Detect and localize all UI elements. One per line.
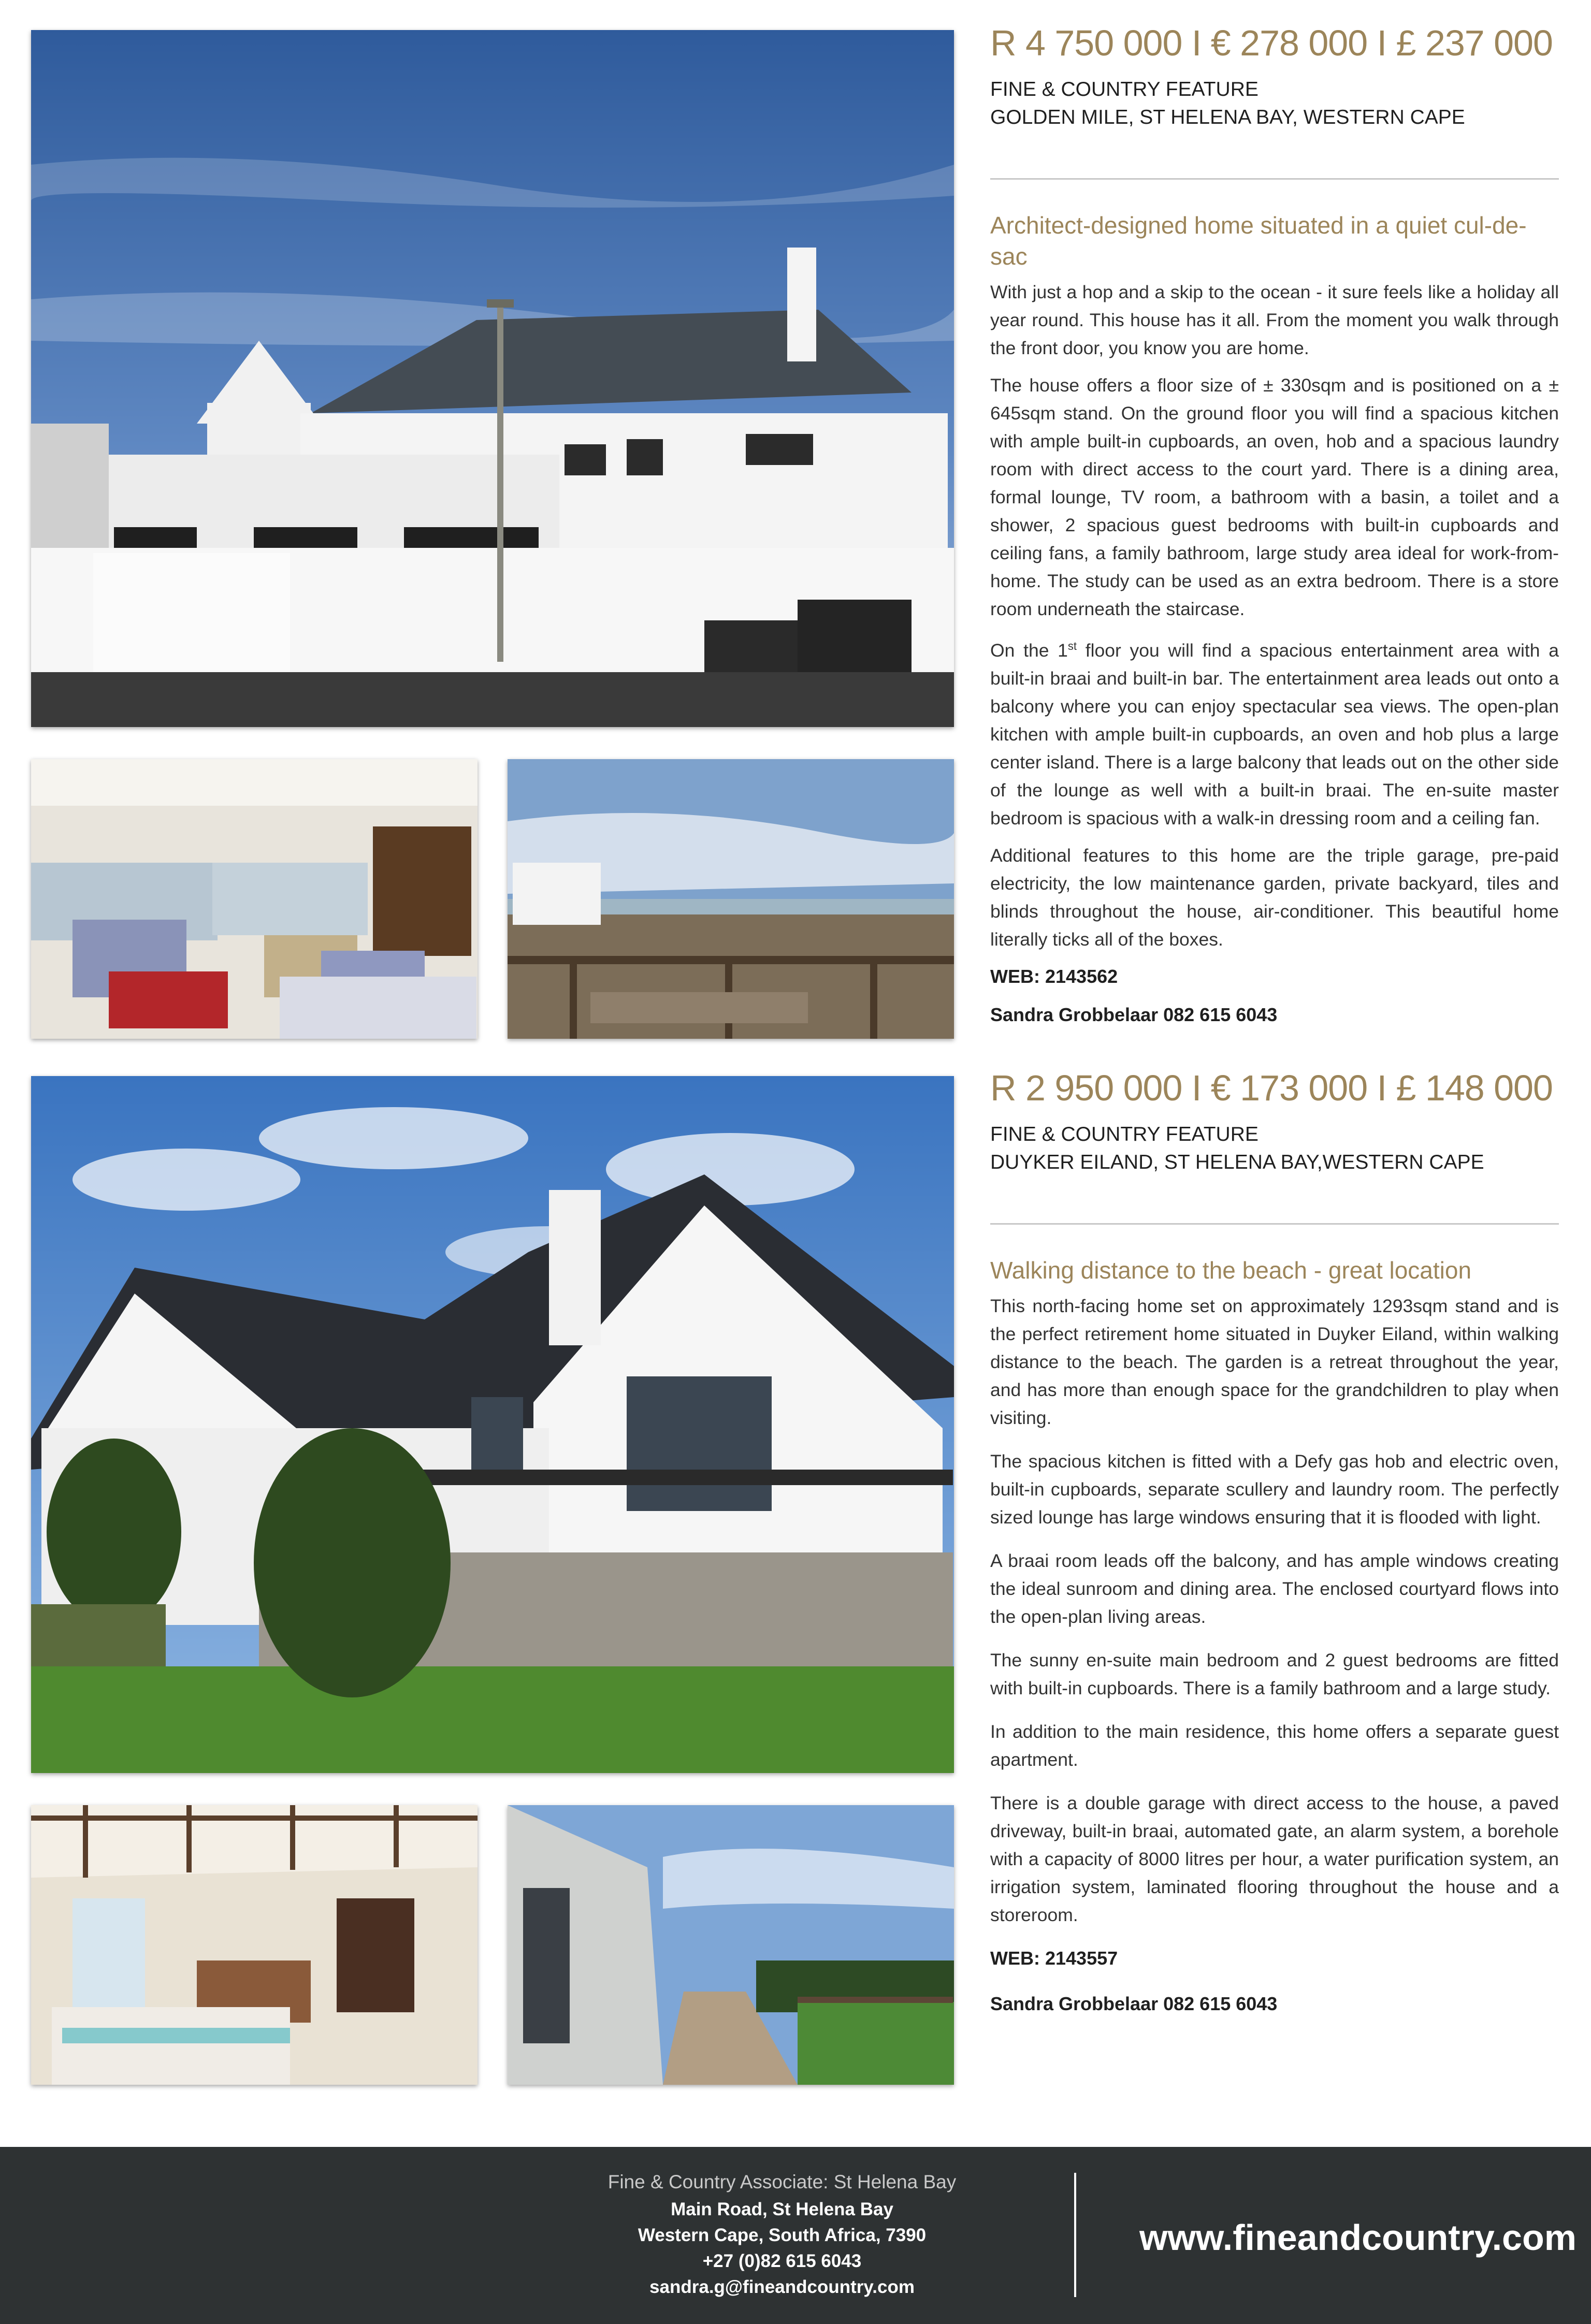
listing-1-balcony-photo: [508, 759, 954, 1039]
listing-2-paragraph-5: In addition to the main residence, this home offers a separate guest apartment.: [990, 1721, 1559, 1770]
footer-address-line-1: Main Road, St Helena Bay: [671, 2199, 893, 2219]
listing-2-paragraph-6: There is a double garage with direct access to the house, a paved driveway, built-in braai, automated gate, an alarm system, a borehole with a capacity of 8000 litres per hour, a water purification system, an irrigation system, laminated flooring throughout the house and a storeroom.: [990, 1793, 1559, 1925]
listing-1-paragraph-2: The house offers a floor size of ± 330sqm and is positioned on a ± 645sqm stand. On the ground floor you will find a spacious kitchen with ample built-in cupboards, an oven, hob and a spacious laundry room with direct access to the court yard. There is a dining area, formal lounge, TV room, a bathroom with a basin, a toilet and a shower, 2 spacious guest bedrooms with built-in cupboards and ceiling fans, a family bathroom, large study area ideal for work-from-home. The study can be used as an extra bedroom. There is a store room underneath the staircase.: [990, 375, 1559, 619]
listing-1-paragraph-1: With just a hop and a skip to the ocean - it sure feels like a holiday all year round. This house has it all. From the moment you walk through the front door, you know you are home.: [990, 282, 1559, 358]
listing-1-lounge-photo: [31, 759, 478, 1039]
footer-phone[interactable]: +27 (0)82 615 6043: [702, 2251, 862, 2271]
listing-2-paragraph-3: A braai room leads off the balcony, and has ample windows creating the ideal sunroom and dining area. The enclosed courtyard flows into the open-plan living areas.: [990, 1550, 1559, 1627]
listing-1-paragraph-3: On the 1st floor you will find a spacious entertainment area with a built-in braai and built-in bar. The entertainment area leads out onto a balcony where you can enjoy spectacular sea views. The open-plan kitchen with ample built-in cupboards, an oven and hob plus a large center island. There is a large balcony that leads out on the other side of the lounge as well with a built-in braai. The en-suite master bedroom is spacious with a walk-in dressing room and a ceiling fan.: [990, 640, 1559, 829]
footer-website-link[interactable]: www.fineandcountry.com: [1139, 2217, 1576, 2258]
listing-2-paragraph-4: The sunny en-suite main bedroom and 2 guest bedrooms are fitted with built-in cupboards. There is a family bathroom and a large study.: [990, 1650, 1559, 1698]
listing-2-agent-contact: Sandra Grobbelaar 082 615 6043: [990, 1993, 1278, 2014]
listing-1-headline: Architect-designed home situated in a quiet cul-de-sac: [990, 212, 1527, 270]
footer-email[interactable]: sandra.g@fineandcountry.com: [649, 2277, 915, 2297]
listing-2-divider: [990, 1223, 1559, 1225]
footer-address-block: [549, 2168, 1015, 2300]
listing-1-paragraph-4: Additional features to this home are the triple garage, pre-paid electricity, the low maintenance garden, private backyard, tiles and blinds throughout the house, air-conditioner. This beautiful home literally ticks all of the boxes.: [990, 845, 1559, 950]
listing-1-feature-label: FINE & COUNTRY FEATURE: [990, 78, 1259, 100]
listing-1-location: GOLDEN MILE, ST HELENA BAY, WESTERN CAPE: [990, 106, 1465, 128]
listing-2-headline: Walking distance to the beach - great location: [990, 1257, 1472, 1284]
listing-2-dining-photo: [31, 1805, 478, 2085]
listing-2-paragraph-2: The spacious kitchen is fitted with a Defy gas hob and electric oven, built-in cupboards, separate scullery and laundry room. The perfectly sized lounge has large windows ensuring that it is flooded with light.: [990, 1451, 1559, 1528]
footer: [0, 2147, 1591, 2324]
listing-2-location: DUYKER EILAND, ST HELENA BAY,WESTERN CAPE: [990, 1151, 1484, 1173]
footer-address-line-2: Western Cape, South Africa, 7390: [638, 2225, 927, 2245]
listing-1-main-photo: [31, 30, 954, 727]
listing-2-feature-label: FINE & COUNTRY FEATURE: [990, 1123, 1259, 1145]
listing-2-main-photo: [31, 1076, 954, 1773]
listing-2-details: [990, 1070, 1559, 2018]
listing-1-details: [990, 25, 1559, 1029]
listing-1-agent-contact: Sandra Grobbelaar 082 615 6043: [990, 1004, 1278, 1025]
listing-2-price: R 2 950 000 I € 173 000 I £ 148 000: [990, 1068, 1553, 1108]
listing-1-web-reference: WEB: 2143562: [990, 965, 1118, 987]
listing-1-divider: [990, 178, 1559, 180]
listing-2-paragraph-1: This north-facing home set on approximately 1293sqm stand and is the perfect retirement home situated in Duyker Eiland, within walking distance to the beach. The garden is a retreat throughout the year, and has more than enough space for the grandchildren to play when visiting.: [990, 1296, 1559, 1428]
listing-1-price: R 4 750 000 I € 278 000 I £ 237 000: [990, 23, 1553, 63]
footer-divider: [1074, 2173, 1076, 2297]
footer-associate: Fine & Country Associate: St Helena Bay: [608, 2171, 957, 2192]
listing-2-walkway-photo: [508, 1805, 954, 2085]
listing-2-web-reference: WEB: 2143557: [990, 1948, 1118, 1969]
